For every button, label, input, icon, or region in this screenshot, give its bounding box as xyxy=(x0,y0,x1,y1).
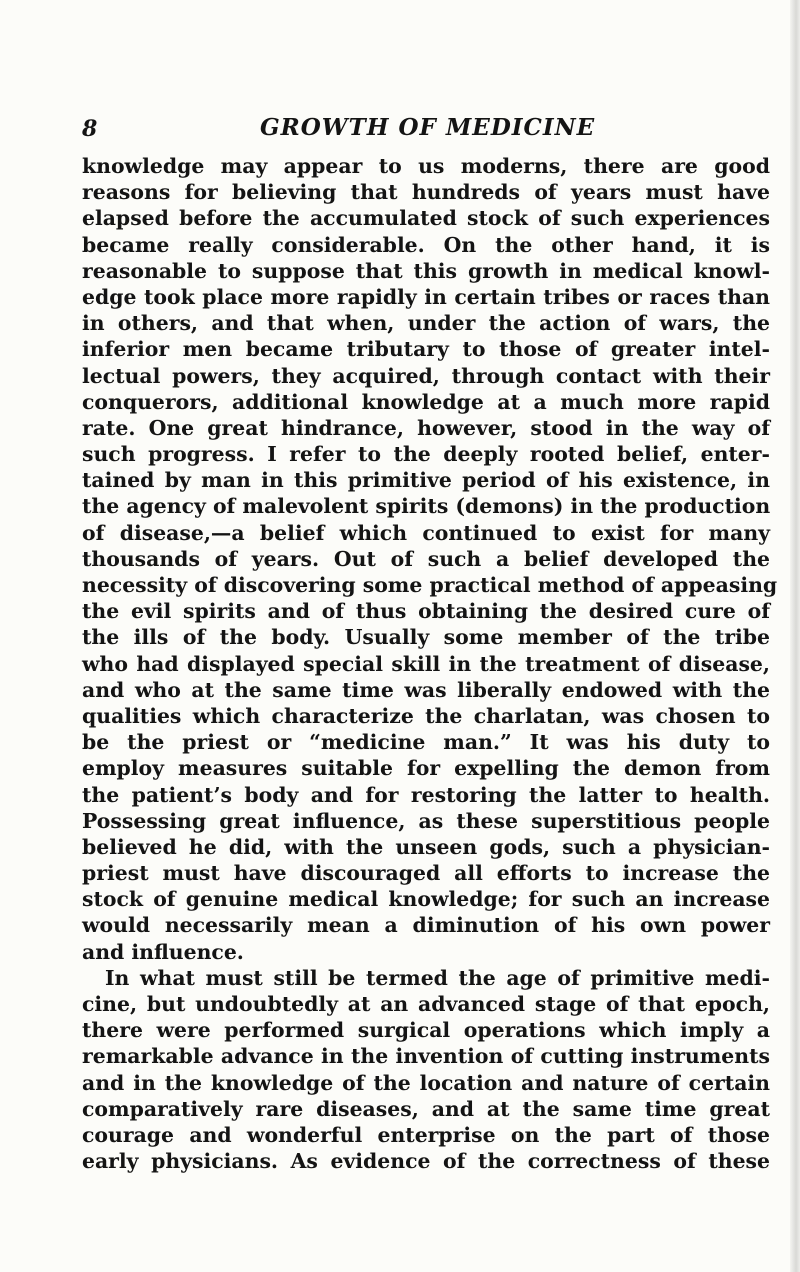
text-line: the patient’s body and for restoring the latter to health. xyxy=(82,782,770,807)
text-line: elapsed before the accumulated stock of such experiences xyxy=(82,206,770,231)
text-line: conquerors, additional knowledge at a much more rapid xyxy=(82,389,770,414)
text-line: would necessarily mean a diminution of his own power xyxy=(82,913,770,938)
text-line: Possessing great influence, as these superstitious people xyxy=(82,808,770,833)
text-line: such progress. I refer to the deeply rooted belief, enter- xyxy=(82,442,770,467)
text-line: who had displayed special skill in the treatment of disease, xyxy=(82,651,770,676)
running-title: GROWTH OF MEDICINE xyxy=(260,114,596,141)
text-line: inferior men became tributary to those of greater intel- xyxy=(82,337,770,362)
body-text xyxy=(82,153,778,1174)
text-line: and who at the same time was liberally endowed with the xyxy=(82,677,770,702)
page-number: 8 xyxy=(82,116,98,142)
text-line: stock of genuine medical knowledge; for such an increase xyxy=(82,887,770,912)
page-edge-shadow xyxy=(790,0,800,1272)
text-line: in others, and that when, under the action of wars, the xyxy=(82,311,770,336)
text-line: the agency of malevolent spirits (demons) in the production xyxy=(82,494,771,519)
text-line: courage and wonderful enterprise on the part of those xyxy=(82,1122,770,1147)
page-header xyxy=(82,114,770,146)
text-line: the evil spirits and of thus obtaining the desired cure of xyxy=(82,599,770,624)
text-line: became really considerable. On the other hand, it is xyxy=(82,232,770,257)
text-line: remarkable advance in the invention of cutting instruments xyxy=(82,1044,770,1069)
text-line: edge took place more rapidly in certain tribes or races than xyxy=(82,284,770,309)
text-line: knowledge may appear to us moderns, there are good xyxy=(82,154,770,178)
text-line: tained by man in this primitive period of his existence, in xyxy=(82,468,770,493)
text-line: the ills of the body. Usually some member of the tribe xyxy=(82,625,770,650)
text-line: reasonable to suppose that this growth in medical knowl- xyxy=(82,258,770,283)
text-line: lectual powers, they acquired, through contact with their xyxy=(82,363,770,388)
text-line: be the priest or “medicine man.” It was his duty to xyxy=(82,730,770,755)
text-line: there were performed surgical operations which imply a xyxy=(82,1018,770,1043)
text-line: employ measures suitable for expelling the demon from xyxy=(82,756,770,781)
text-line: of disease,—a belief which continued to exist for many xyxy=(82,520,770,545)
text-line: cine, but undoubtedly at an advanced stage of that epoch, xyxy=(82,992,770,1016)
text-line: comparatively rare diseases, and at the same time great xyxy=(82,1096,770,1121)
text-line: believed he did, with the unseen gods, such a physician- xyxy=(82,834,770,859)
text-line: and in the knowledge of the location and nature of certain xyxy=(82,1070,770,1095)
text-line: early physicians. As evidence of the correctness of these xyxy=(82,1149,770,1174)
text-line: In what must still be termed the age of primitive medi- xyxy=(105,965,770,990)
text-line: and influence. xyxy=(82,939,244,964)
text-line: reasons for believing that hundreds of years must have xyxy=(82,180,770,205)
text-line: priest must have discouraged all efforts to increase the xyxy=(82,861,770,886)
text-line: necessity of discovering some practical method of appeasing xyxy=(82,573,778,597)
text-line: rate. One great hindrance, however, stood in the way of xyxy=(82,415,770,440)
text-line: thousands of years. Out of such a belief developed the xyxy=(82,546,770,571)
text-line: qualities which characterize the charlatan, was chosen to xyxy=(82,703,770,728)
